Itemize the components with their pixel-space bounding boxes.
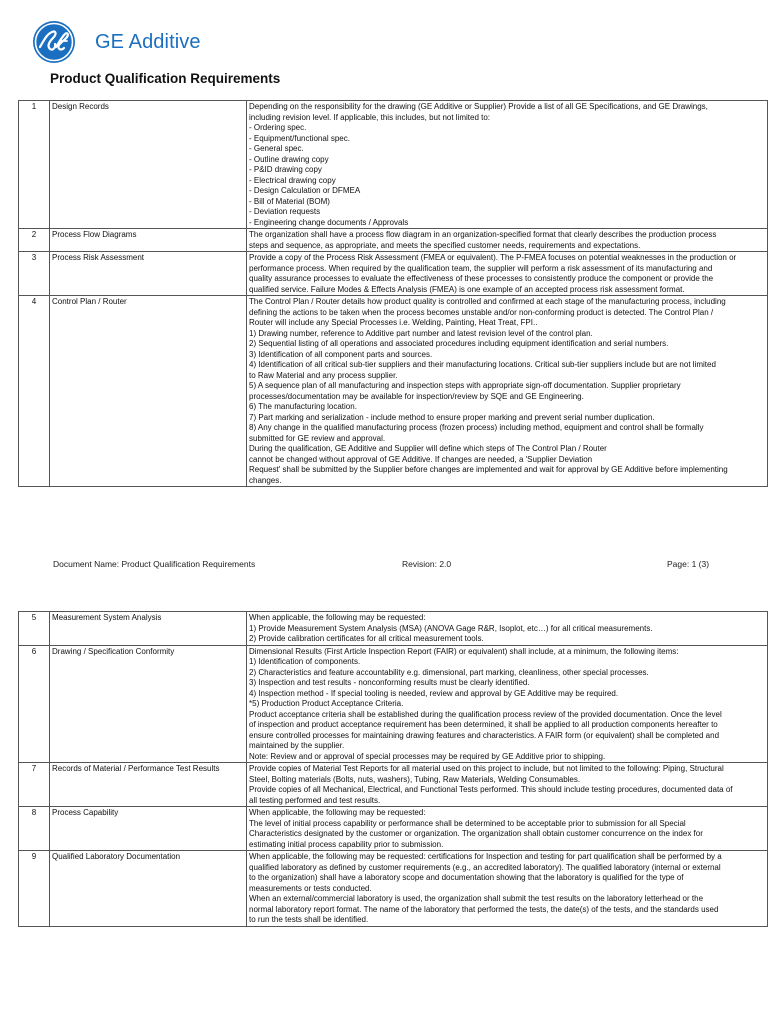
description-line: all testing performed and test results. xyxy=(249,795,381,805)
requirement-name: Process Capability xyxy=(50,807,247,851)
requirement-number: 6 xyxy=(19,645,50,763)
requirement-name: Records of Material / Performance Test Results xyxy=(50,763,247,807)
requirement-description xyxy=(247,252,768,296)
description-line: 3) Inspection and test results - nonconforming results must be clearly identified. xyxy=(249,678,530,687)
requirements-table-page-2 xyxy=(18,611,768,927)
description-line: Provide copies of Material Test Reports for all material used on this project to include, but not limited to the following: Piping, Structural xyxy=(249,764,724,773)
description-line: ensure controlled processes for maintaining drawing features and characteristics. A FAIR form (or equivalent) shall be completed and xyxy=(249,730,720,740)
description-line: When applicable, the following may be requested: certifications for Inspection and testing for part qualification shall be performed by a xyxy=(249,852,722,861)
description-line: The level of initial process capability or performance shall be determined to be acceptable prior to submission for all Special xyxy=(249,818,686,828)
description-line: Product acceptance criteria shall be established during the qualification process review of the provided documentation. Once the level xyxy=(249,709,722,719)
requirement-row xyxy=(19,296,768,487)
description-line: Provide copies of all Mechanical, Electrical, and Functional Tests performed. This should include testing procedures, documented data of xyxy=(249,785,733,794)
requirement-row xyxy=(19,229,768,252)
requirement-name: Design Records xyxy=(50,101,247,229)
description-line: cannot be changed without approval of GE Additive. If changes are needed, a 'Supplier Deviation xyxy=(249,454,593,464)
description-line: of inspection and product acceptance requirement has been determined, it shall be applied to all production components hereafter to xyxy=(249,720,718,729)
description-line: When applicable, the following may be requested: xyxy=(249,613,426,622)
page-footer xyxy=(0,559,768,571)
requirement-name: Control Plan / Router xyxy=(50,296,247,487)
description-line: Request' shall be submitted by the Supplier before changes are implemented and wait for approval by GE Additive before implementing xyxy=(249,465,728,474)
requirement-name: Qualified Laboratory Documentation xyxy=(50,851,247,927)
footer-revision: Revision: 2.0 xyxy=(402,559,452,569)
description-line: Provide a copy of the Process Risk Assessment (FMEA or equivalent). The P-FMEA focuses on potential weaknesses in the production or xyxy=(249,253,737,262)
requirement-number: 4 xyxy=(19,296,50,487)
description-line: - Outline drawing copy xyxy=(249,154,329,164)
description-line: estimating initial process capability prior to submission. xyxy=(249,839,444,849)
description-line: 1) Provide Measurement System Analysis (MSA) (ANOVA Gage R&R, Isoplot, etc…) for all critical measurements. xyxy=(249,623,653,633)
document-title: Product Qualification Requirements xyxy=(50,71,281,86)
description-line: Characteristics designated by the customer or organization. The organization shall obtain customer concurrence on the index for xyxy=(249,829,703,838)
description-line: submitted for GE review and approval. xyxy=(249,433,386,443)
requirement-number: 3 xyxy=(19,252,50,296)
description-line: - General spec. xyxy=(249,144,304,153)
description-line: steps and sequence, as appropriate, and meets the specified customer needs, requirements and expectations. xyxy=(249,240,641,250)
description-line: During the qualification, GE Additive and Supplier will define which steps of The Control Plan / Router xyxy=(249,444,607,453)
description-line: 2) Sequential listing of all operations and associated procedures including equipment identification and serial numbers. xyxy=(249,339,669,348)
requirement-row xyxy=(19,807,768,851)
description-line: 7) Part marking and serialization - include method to ensure proper marking and prevent serial number duplication. xyxy=(249,412,655,422)
requirement-number: 7 xyxy=(19,763,50,807)
description-line: - Deviation requests xyxy=(249,207,321,216)
description-line: normal laboratory report format. The name of the laboratory that performed the tests, the date(s) of the tests, and the standards used xyxy=(249,904,719,914)
requirement-description xyxy=(247,645,768,763)
requirement-number: 2 xyxy=(19,229,50,252)
description-line: - Ordering spec. xyxy=(249,123,307,132)
requirement-name: Drawing / Specification Conformity xyxy=(50,645,247,763)
requirement-row xyxy=(19,101,768,229)
requirement-description xyxy=(247,101,768,229)
description-line: When applicable, the following may be requested: xyxy=(249,808,426,817)
requirement-number: 9 xyxy=(19,851,50,927)
description-line: 4) Identification of all critical sub-tier suppliers and their manufacturing locations. Critical sub-tier suppliers include but are not limited xyxy=(249,360,716,369)
description-line: 2) Characteristics and feature accountability e.g. dimensional, part marking, cleanliness, other special processes. xyxy=(249,667,649,677)
description-line: processes/documentation may be available for inspection/review by SQE and GE Engineering. xyxy=(249,391,584,401)
description-line: Steel, Bolting materials (Bolts, nuts, washers), Tubing, Raw Materials, Welding Consumables. xyxy=(249,774,581,784)
description-line: Note: Review and or approval of special processes may be required by GE Additive prior to shipping. xyxy=(249,751,606,761)
description-line: 5) A sequence plan of all manufacturing and inspection steps with appropriate sign-off documentation. Supplier proprietary xyxy=(249,381,681,390)
requirement-number: 8 xyxy=(19,807,50,851)
description-line: - Electrical drawing copy xyxy=(249,175,336,185)
description-line: changes. xyxy=(249,475,282,485)
description-line: measurements or tests conducted. xyxy=(249,883,372,893)
requirement-number: 5 xyxy=(19,612,50,646)
description-line: - P&ID drawing copy xyxy=(249,165,322,174)
requirement-row xyxy=(19,763,768,807)
description-line: to Raw Material and any process supplier. xyxy=(249,370,398,380)
description-line: - Engineering change documents / Approvals xyxy=(249,217,409,227)
description-line: including revision level. If applicable, this includes, but not limited to: xyxy=(249,112,491,122)
ge-monogram-icon xyxy=(32,20,76,64)
footer-document-name: Document Name: Product Qualification Requirements xyxy=(53,559,256,569)
requirement-row xyxy=(19,645,768,763)
description-line: *5) Production Product Acceptance Criteria. xyxy=(249,699,404,708)
requirement-number: 1 xyxy=(19,101,50,229)
description-line: 2) Provide calibration certificates for all critical measurement tools. xyxy=(249,634,484,643)
description-line: When an external/commercial laboratory is used, the organization shall submit the test results on the laboratory letterhead or the xyxy=(249,894,704,903)
description-line: 6) The manufacturing location. xyxy=(249,402,357,411)
requirement-description xyxy=(247,296,768,487)
requirement-description xyxy=(247,229,768,252)
requirement-description xyxy=(247,807,768,851)
description-line: qualified laboratory as defined by customer requirements (e.g., an accredited laboratory). The qualified laboratory (internal or external xyxy=(249,862,721,872)
description-line: quality assurance processes to evaluate the effectiveness of these processes to consistently produce the component or provide the xyxy=(249,274,714,283)
description-line: - Design Calculation or DFMEA xyxy=(249,186,361,195)
description-line: Depending on the responsibility for the drawing (GE Additive or Supplier) Provide a list of all GE Specifications, and GE Drawings, xyxy=(249,102,708,111)
description-line: 3) Identification of all component parts and sources. xyxy=(249,349,433,359)
description-line: Router will include any Special Processes i.e. Welding, Painting, Heat Treat, FPI.. xyxy=(249,318,538,327)
description-line: 8) Any change in the qualified manufacturing process (frozen process) including method, equipment and control shall be formally xyxy=(249,423,704,432)
footer-page-number: Page: 1 (3) xyxy=(667,559,710,569)
requirement-name: Process Flow Diagrams xyxy=(50,229,247,252)
description-line: Dimensional Results (First Article Inspection Report (FAIR) or equivalent) shall include, at a minimum, the following items: xyxy=(249,646,679,656)
requirement-description xyxy=(247,612,768,646)
description-line: - Equipment/functional spec. xyxy=(249,133,350,143)
requirement-name: Process Risk Assessment xyxy=(50,252,247,296)
requirement-row xyxy=(19,851,768,927)
requirement-row xyxy=(19,612,768,646)
description-line: performance process. When required by the qualification team, the supplier will perform a risk assessment of its manufacturing and xyxy=(249,263,713,273)
requirement-description xyxy=(247,763,768,807)
description-line: 4) Inspection method - If special tooling is needed, review and approval by GE Additive may be required. xyxy=(249,688,619,698)
description-line: qualified service. Failure Modes & Effects Analysis (FMEA) is one example of an accepted process risk assessment format. xyxy=(249,284,685,294)
description-line: The Control Plan / Router details how product quality is controlled and confirmed at each stage of the manufacturing process, including xyxy=(249,297,726,306)
requirement-name: Measurement System Analysis xyxy=(50,612,247,646)
description-line: 1) Drawing number, reference to Additive part number and latest revision level of the control plan. xyxy=(249,328,593,338)
description-line: defining the actions to be taken when the process becomes unstable and/or non-conforming product is detected. The Control Plan / xyxy=(249,307,714,317)
description-line: maintained by the supplier. xyxy=(249,741,345,750)
description-line: to the organization) shall have a laboratory scope and documentation showing that the laboratory is qualified for the type of xyxy=(249,873,684,882)
requirement-row xyxy=(19,252,768,296)
requirements-table-page-1 xyxy=(18,100,768,487)
description-line: The organization shall have a process flow diagram in an organization-specified format that clearly describes the production process xyxy=(249,230,717,239)
description-line: - Bill of Material (BOM) xyxy=(249,196,330,206)
requirement-description xyxy=(247,851,768,927)
brand-name: GE Additive xyxy=(95,31,201,53)
description-line: to run the tests shall be identified. xyxy=(249,915,369,924)
description-line: 1) Identification of components. xyxy=(249,657,361,666)
